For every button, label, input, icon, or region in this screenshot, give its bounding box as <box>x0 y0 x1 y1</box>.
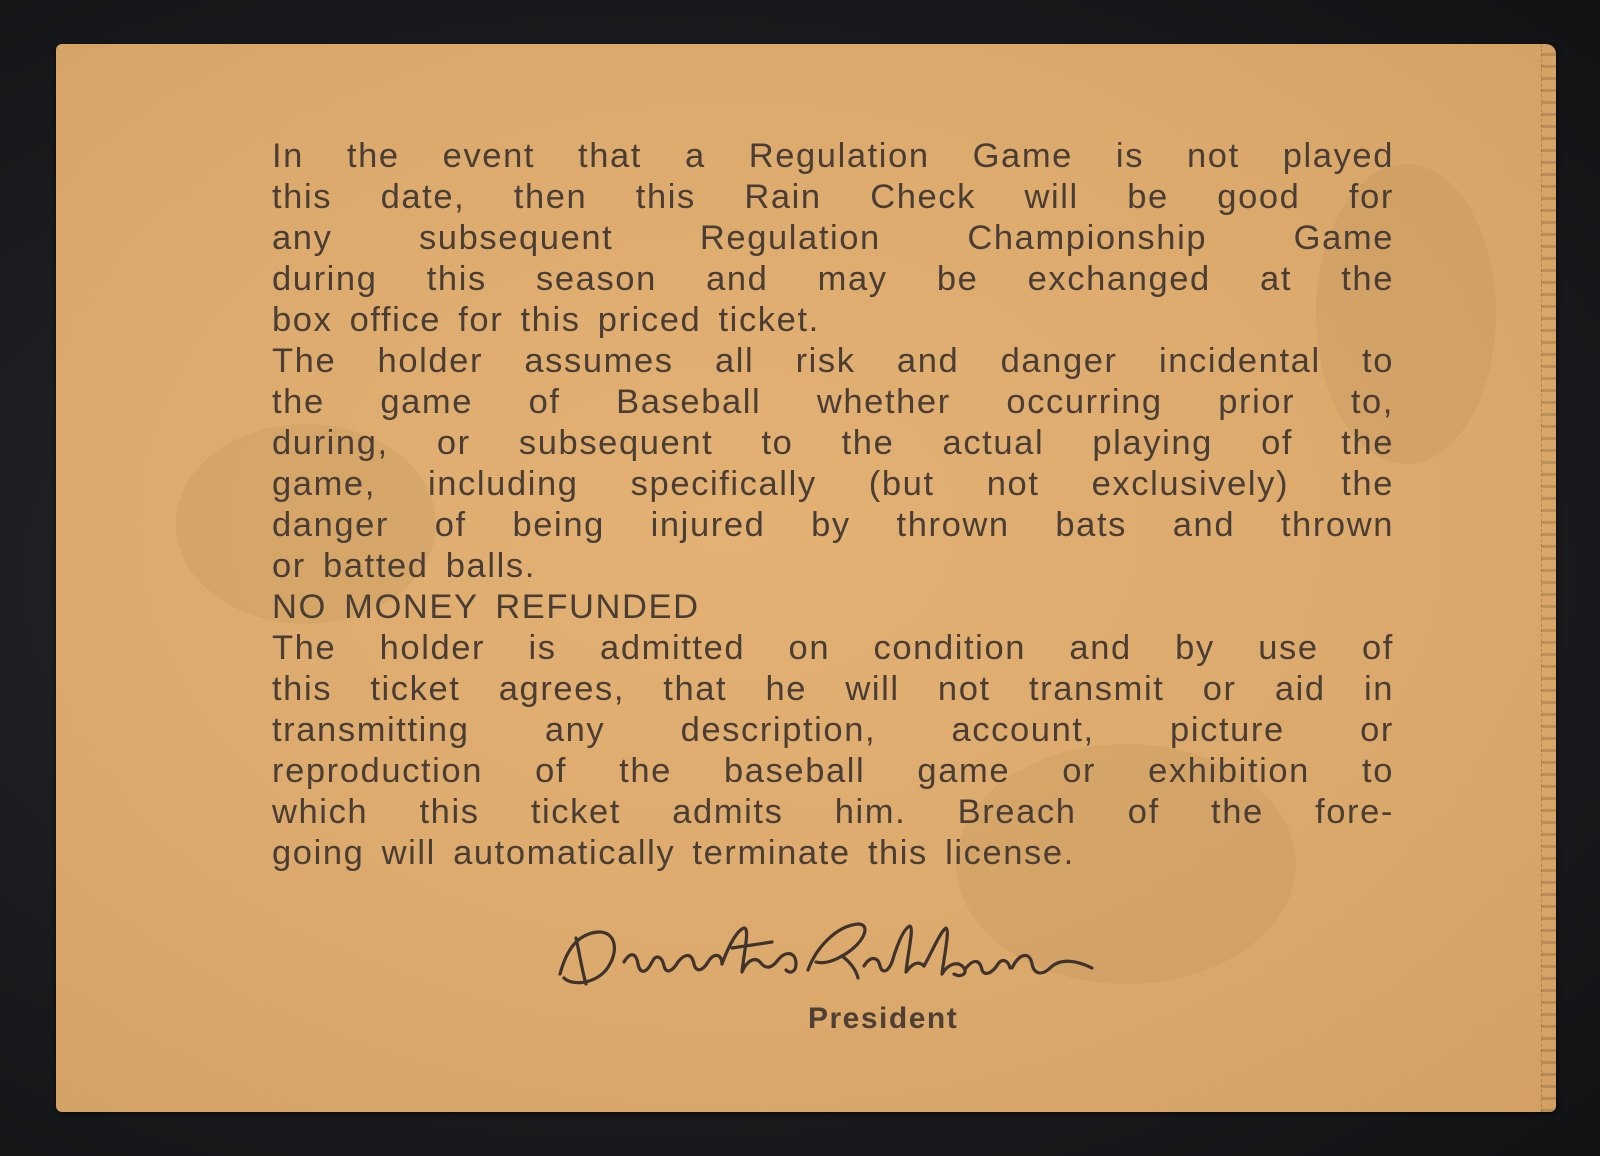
terms-line: box office for this priced ticket. <box>272 301 820 339</box>
no-refund-notice: NO MONEY REFUNDED <box>272 588 700 626</box>
ticket-terms <box>272 136 1424 874</box>
terms-line: the game of Baseball whether occurring prior to, <box>272 383 1394 421</box>
terms-line: which this ticket admits him. Breach of the fore- <box>272 793 1394 831</box>
terms-line: reproduction of the baseball game or exhibition to <box>272 752 1394 790</box>
handwritten-signature <box>546 912 1106 1002</box>
terms-line: The holder assumes all risk and danger incidental to <box>272 342 1394 380</box>
perforated-edge <box>1541 44 1556 1112</box>
terms-line: The holder is admitted on condition and by use of <box>272 629 1394 667</box>
terms-line: this date, then this Rain Check will be good for <box>272 178 1394 216</box>
rain-check-ticket-back <box>56 44 1556 1112</box>
terms-line: going will automatically terminate this license. <box>272 834 1075 872</box>
terms-line: during this season and may be exchanged at the <box>272 260 1394 298</box>
signature-title: President <box>808 1002 959 1035</box>
terms-line: any subsequent Regulation Championship Game <box>272 219 1394 257</box>
terms-line: danger of being injured by thrown bats and thrown <box>272 506 1394 544</box>
terms-line: In the event that a Regulation Game is not played <box>272 137 1394 175</box>
terms-line: this ticket agrees, that he will not transmit or aid in <box>272 670 1394 708</box>
terms-line: or batted balls. <box>272 547 536 585</box>
terms-line: during, or subsequent to the actual playing of the <box>272 424 1394 462</box>
terms-line: game, including specifically (but not exclusively) the <box>272 465 1394 503</box>
terms-line: transmitting any description, account, picture or <box>272 711 1394 749</box>
